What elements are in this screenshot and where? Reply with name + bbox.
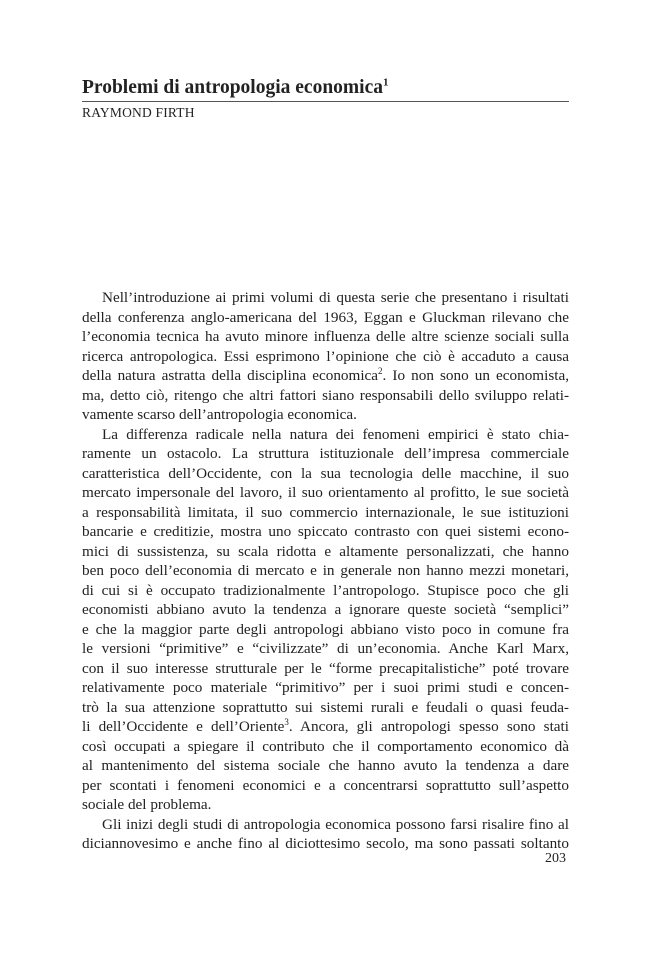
text-line: caratteristica dell’Occidente, con la sua tecnologia delle macchine, il suo bbox=[82, 464, 569, 482]
chapter-title-text: Problemi di antropologia economica bbox=[82, 77, 383, 98]
page-number: 203 bbox=[545, 851, 566, 866]
text-line: l’economia tecnica ha avuto minore influenza delle altre scienze sociali sulla bbox=[82, 328, 569, 345]
text-line: con il suo interesse strutturale per le “forme precapitalistiche” poté trovare bbox=[82, 659, 569, 677]
text-line: ricerca antropologica. Essi esprimono l’opinione che ciò è accaduto a causa bbox=[82, 347, 569, 365]
text-line: e che la maggior parte degli antropologi abbiano visto poco in comune fra bbox=[82, 620, 569, 638]
text-line: ramente un ostacolo. La struttura istituzionale dell’impresa commerciale bbox=[82, 445, 569, 462]
title-rule bbox=[82, 101, 569, 102]
footnote-marker: 2 bbox=[378, 365, 383, 376]
text-line: sociale del problema. bbox=[82, 796, 212, 813]
text-line: di cui si è occupato tradizionalmente l’antropologo. Stupisce poco che gli bbox=[82, 581, 569, 599]
text-line: mercato impersonale del lavoro, il suo orientamento al profitto, le sue società bbox=[82, 484, 569, 501]
title-footnote-marker: 1 bbox=[382, 76, 389, 89]
text-line: le versioni “primitive” e “civilizzate” di un’economia. Anche Karl Marx, bbox=[82, 640, 569, 657]
text-line: relativamente poco materiale “primitivo” per i suoi primi studi e concen- bbox=[82, 679, 569, 696]
author-name: RAYMOND FIRTH bbox=[82, 105, 195, 120]
body-text bbox=[82, 288, 569, 854]
text-line: mici di sussistenza, su scala ridotta e altamente personalizzati, che hanno bbox=[82, 542, 569, 560]
text-line: ma, detto ciò, ritengo che altri fattori siano responsabili dello sviluppo relati- bbox=[82, 386, 569, 404]
text-line: a responsabilità limitata, il suo commercio internazionale, le sue istituzioni bbox=[82, 503, 569, 521]
text-line: li dell’Occidente e dell’Oriente$^3$. Ancora, gli antropologi spesso sono stati bbox=[82, 716, 569, 735]
text-line: vamente scarso dell’antropologia economica. bbox=[82, 406, 357, 423]
text-line: della natura astratta della disciplina economica$^2$. Io non sono un economista, bbox=[82, 365, 570, 384]
text-line: diciannovesimo e anche fino al diciottesimo secolo, ma sono passati soltanto bbox=[82, 835, 569, 852]
text-line: della conferenza anglo-americana del 1963, Eggan e Gluckman rilevano che bbox=[82, 308, 569, 326]
text-line: ben poco dell’economia di mercato e in generale non hanno mezzi monetari, bbox=[82, 562, 569, 579]
text-line: economisti abbiano avuto la tendenza a ignorare queste società “semplici” bbox=[82, 601, 569, 618]
text-line: La differenza radicale nella natura dei fenomeni empirici è stato chia- bbox=[102, 425, 569, 443]
chapter-title bbox=[82, 75, 388, 101]
text-line: al mantenimento del sistema sociale che hanno avuto la tendenza a dare bbox=[82, 757, 569, 774]
text-line: trò la sua attenzione soprattutto sui sistemi rurali e feudali o quasi feuda- bbox=[82, 698, 569, 716]
footnote-marker: 3 bbox=[284, 716, 289, 727]
text-line: così occupati a spiegare il contributo che il comportamento economico dà bbox=[82, 737, 569, 755]
text-line: Nell’introduzione ai primi volumi di questa serie che presentano i risultati bbox=[102, 289, 569, 306]
text-line: Gli inizi degli studi di antropologia economica possono farsi risalire fino al bbox=[102, 815, 569, 833]
text-line: bancarie e creditizie, mostra uno spiccato contrasto con quei sistemi econo- bbox=[82, 523, 569, 540]
text-line: per scontati i fenomeni economici e a concentrarsi soprattutto sull’aspetto bbox=[82, 776, 569, 794]
